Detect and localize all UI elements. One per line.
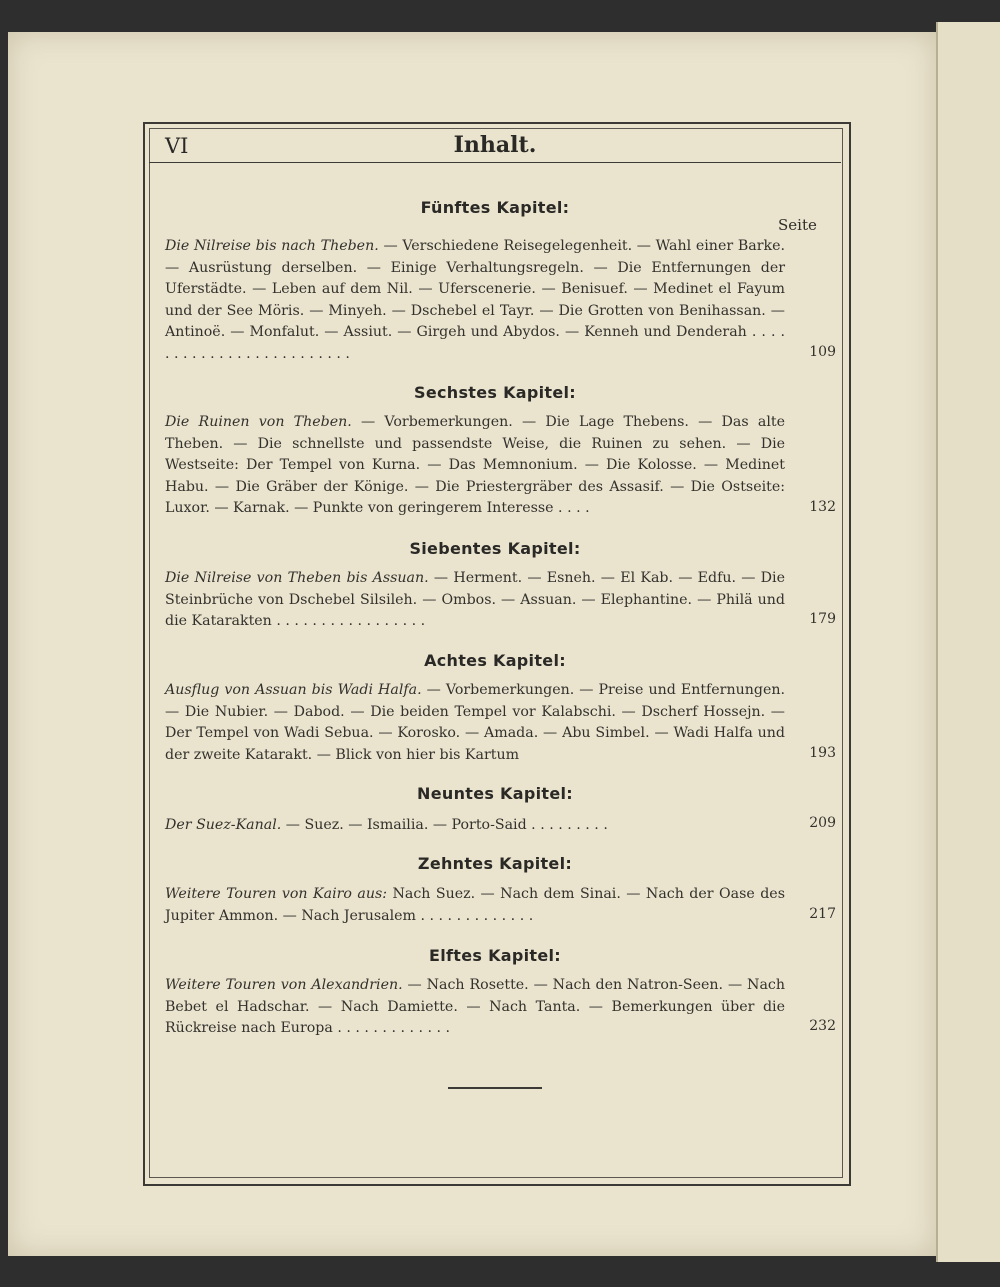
chapter-heading: Sechstes Kapitel: xyxy=(414,383,576,402)
page-reference: 193 xyxy=(809,745,836,761)
chapter-heading: Fünftes Kapitel: xyxy=(420,198,570,217)
seite-column-label: Seite xyxy=(778,216,817,234)
page-title: Inhalt. xyxy=(453,132,537,158)
chapter-contents: — Vorbemerkungen. — Preise und Entfernungen. — Die Nubier. — Dabod. — Die beiden Tempel vor Kalabschi. — Dscherf Hossejn. — Der Tempel von Wadi Sebua. — Korosko. — Amada. — Abu Simbel. — Wadi Halfa und der zweite Katarakt. — Blick von hier bis Kartum xyxy=(165,682,786,763)
chapter-contents: Nach Suez. — Nach dem Sinai. — Nach der Oase des Jupiter Ammon. — Nach Jerusalem . . . . . . . . . . . . . xyxy=(165,886,785,924)
closing-rule xyxy=(448,1087,542,1089)
chapter-heading: Elftes Kapitel: xyxy=(429,946,561,965)
chapter-title: Die Nilreise bis nach Theben. xyxy=(165,238,379,254)
page-reference: 217 xyxy=(809,906,836,922)
chapter-heading: Achtes Kapitel: xyxy=(424,651,566,670)
page-reference: 109 xyxy=(809,344,836,360)
facing-page-edge xyxy=(936,22,1000,1262)
chapter-contents: — Verschiedene Reisegelegenheit. — Wahl einer Barke. — Ausrüstung derselben. — Einige Verhaltungsregeln. — Die Entfernungen der Uferstädte. — Leben auf dem Nil. — Uferscenerie. — Benisuef. — Medinet el Fayum und der See Möris. — Minyeh. — Dschebel el Tayr. — Die Grotten von Benihassan. — Antinoë. — Monfalut. — Assiut. — Girgeh und Abydos. — Kenneh und Denderah . . . . . . . . . . . . . . . . . . . . . . . . . xyxy=(165,238,786,362)
page-reference: 209 xyxy=(809,815,836,831)
chapter-title: Die Ruinen von Theben. xyxy=(165,414,352,430)
chapter-title: Die Nilreise von Theben bis Assuan. xyxy=(165,570,429,586)
chapter-contents: — Vorbemerkungen. — Die Lage Thebens. — Das alte Theben. — Die schnellste und passendste Weise, die Ruinen zu sehen. — Die Westseite: Der Tempel von Kurna. — Das Memnonium. — Die Kolosse. — Medinet Habu. — Die Gräber der Könige. — Die Priestergräber des Assasif. — Die Ostseite: Luxor. — Karnak. — Punkte von geringerem Interesse . . . . xyxy=(165,414,785,517)
chapter-contents: — Herment. — Esneh. — El Kab. — Edfu. — Die Steinbrüche von Dschebel Silsileh. — Ombos. — Assuan. — Elephantine. — Philä und die Katarakten . . . . . . . . . . . . . . . . . xyxy=(165,570,785,630)
chapter-entry xyxy=(165,975,785,1041)
chapter-entry xyxy=(165,412,785,522)
chapter-entry xyxy=(165,680,785,768)
chapter-entry xyxy=(165,815,785,837)
chapter-heading: Zehntes Kapitel: xyxy=(417,854,573,873)
chapter-contents: — Suez. — Ismailia. — Porto-Said . . . . . . . . . xyxy=(281,817,608,833)
chapter-contents: — Nach Rosette. — Nach den Natron-Seen. — Nach Bebet el Hadschar. — Nach Damiette. — Nach Tanta. — Bemerkungen über die Rückreise nach Europa . . . . . . . . . . . . . xyxy=(165,977,785,1037)
page-reference: 132 xyxy=(809,499,836,515)
chapter-entry xyxy=(165,236,785,368)
chapter-heading: Neuntes Kapitel: xyxy=(417,784,573,803)
chapter-title: Weitere Touren von Alexandrien. xyxy=(165,977,403,993)
page-number: VI xyxy=(165,134,189,158)
page-reference: 179 xyxy=(809,611,836,627)
chapter-heading: Siebentes Kapitel: xyxy=(409,539,581,558)
chapter-title: Weitere Touren von Kairo aus: xyxy=(165,886,388,902)
chapter-title: Ausflug von Assuan bis Wadi Halfa. xyxy=(165,682,422,698)
page-reference: 232 xyxy=(809,1018,836,1034)
chapter-entry xyxy=(165,884,785,928)
chapter-title: Der Suez-Kanal. xyxy=(165,817,282,833)
running-header xyxy=(149,132,841,163)
chapter-entry xyxy=(165,568,785,634)
